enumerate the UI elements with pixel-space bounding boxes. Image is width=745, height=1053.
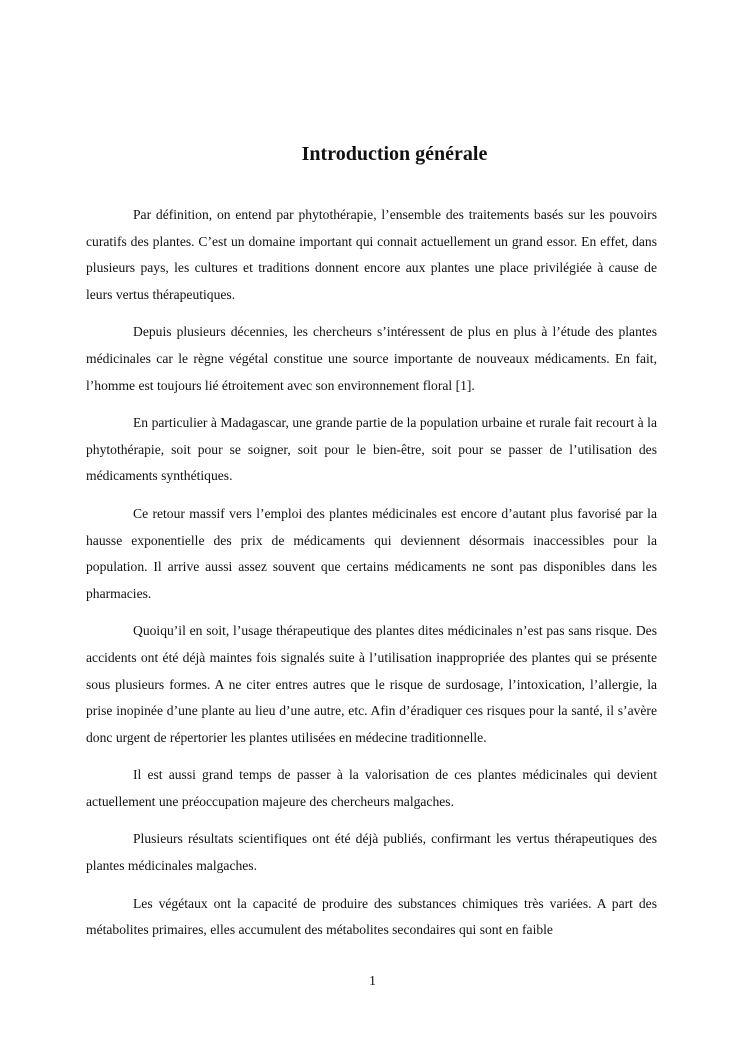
page-title: Introduction générale <box>301 143 488 165</box>
paragraph-6: Il est aussi grand temps de passer à la valorisation de ces plantes médicinales qui devient actuellement une préoccupation majeure des chercheurs malgaches. <box>86 767 657 809</box>
paragraph-2: Depuis plusieurs décennies, les chercheurs s’intéressent de plus en plus à l’étude des plantes médicinales car le règne végétal constitue une source importante de nouveaux médicaments. En fait, l’homme est toujours lié étroitement avec son environnement floral [1]. <box>86 324 657 393</box>
paragraph-7: Plusieurs résultats scientifiques ont été déjà publiés, confirmant les vertus thérapeutiques des plantes médicinales malgaches. <box>86 831 657 874</box>
paragraph-4: Ce retour massif vers l’emploi des plantes médicinales est encore d’autant plus favorisé par la hausse exponentielle des prix de médicaments qui deviennent désormais inaccessibles pour la population. Il arrive aussi assez souvent que certains médicaments ne sont pas disponibles dans les pharmacies. <box>86 505 657 601</box>
paragraph-8: Les végétaux ont la capacité de produire des substances chimiques très variées. A part des métabolites primaires, elles accumulent des métabolites secondaires qui sont en faible <box>86 895 657 938</box>
body-text <box>86 202 657 955</box>
paragraph-5: Quoiqu’il en soit, l’usage thérapeutique des plantes dites médicinales n’est pas sans risque. Des accidents ont été déjà maintes fois signalés suite à l’utilisation inappropriée des plantes qui se présente sous plusieurs formes. A ne citer entres autres que le risque de surdosage, l’intoxication, l’allergie, la prise inopinée d’une plante au lieu d’une autre, etc. Afin d’éradiquer ces risques pour la santé, il s’avère donc urgent de répertorier les plantes utilisées en médecine traditionnelle. <box>86 623 657 745</box>
paragraph-1: Par définition, on entend par phytothérapie, l’ensemble des traitements basés sur les pouvoirs curatifs des plantes. C’est un domaine important qui connait actuellement un grand essor. En effet, dans plusieurs pays, les cultures et traditions donnent encore aux plantes une place privilégiée à cause de leurs vertus thérapeutiques. <box>86 207 657 302</box>
paragraph-3: En particulier à Madagascar, une grande partie de la population urbaine et rurale fait recourt à la phytothérapie, soit pour se soigner, soit pour le bien-être, soit pour se passer de l’utilisation des médicaments synthétiques. <box>86 415 657 484</box>
page-number: 1 <box>369 974 376 989</box>
